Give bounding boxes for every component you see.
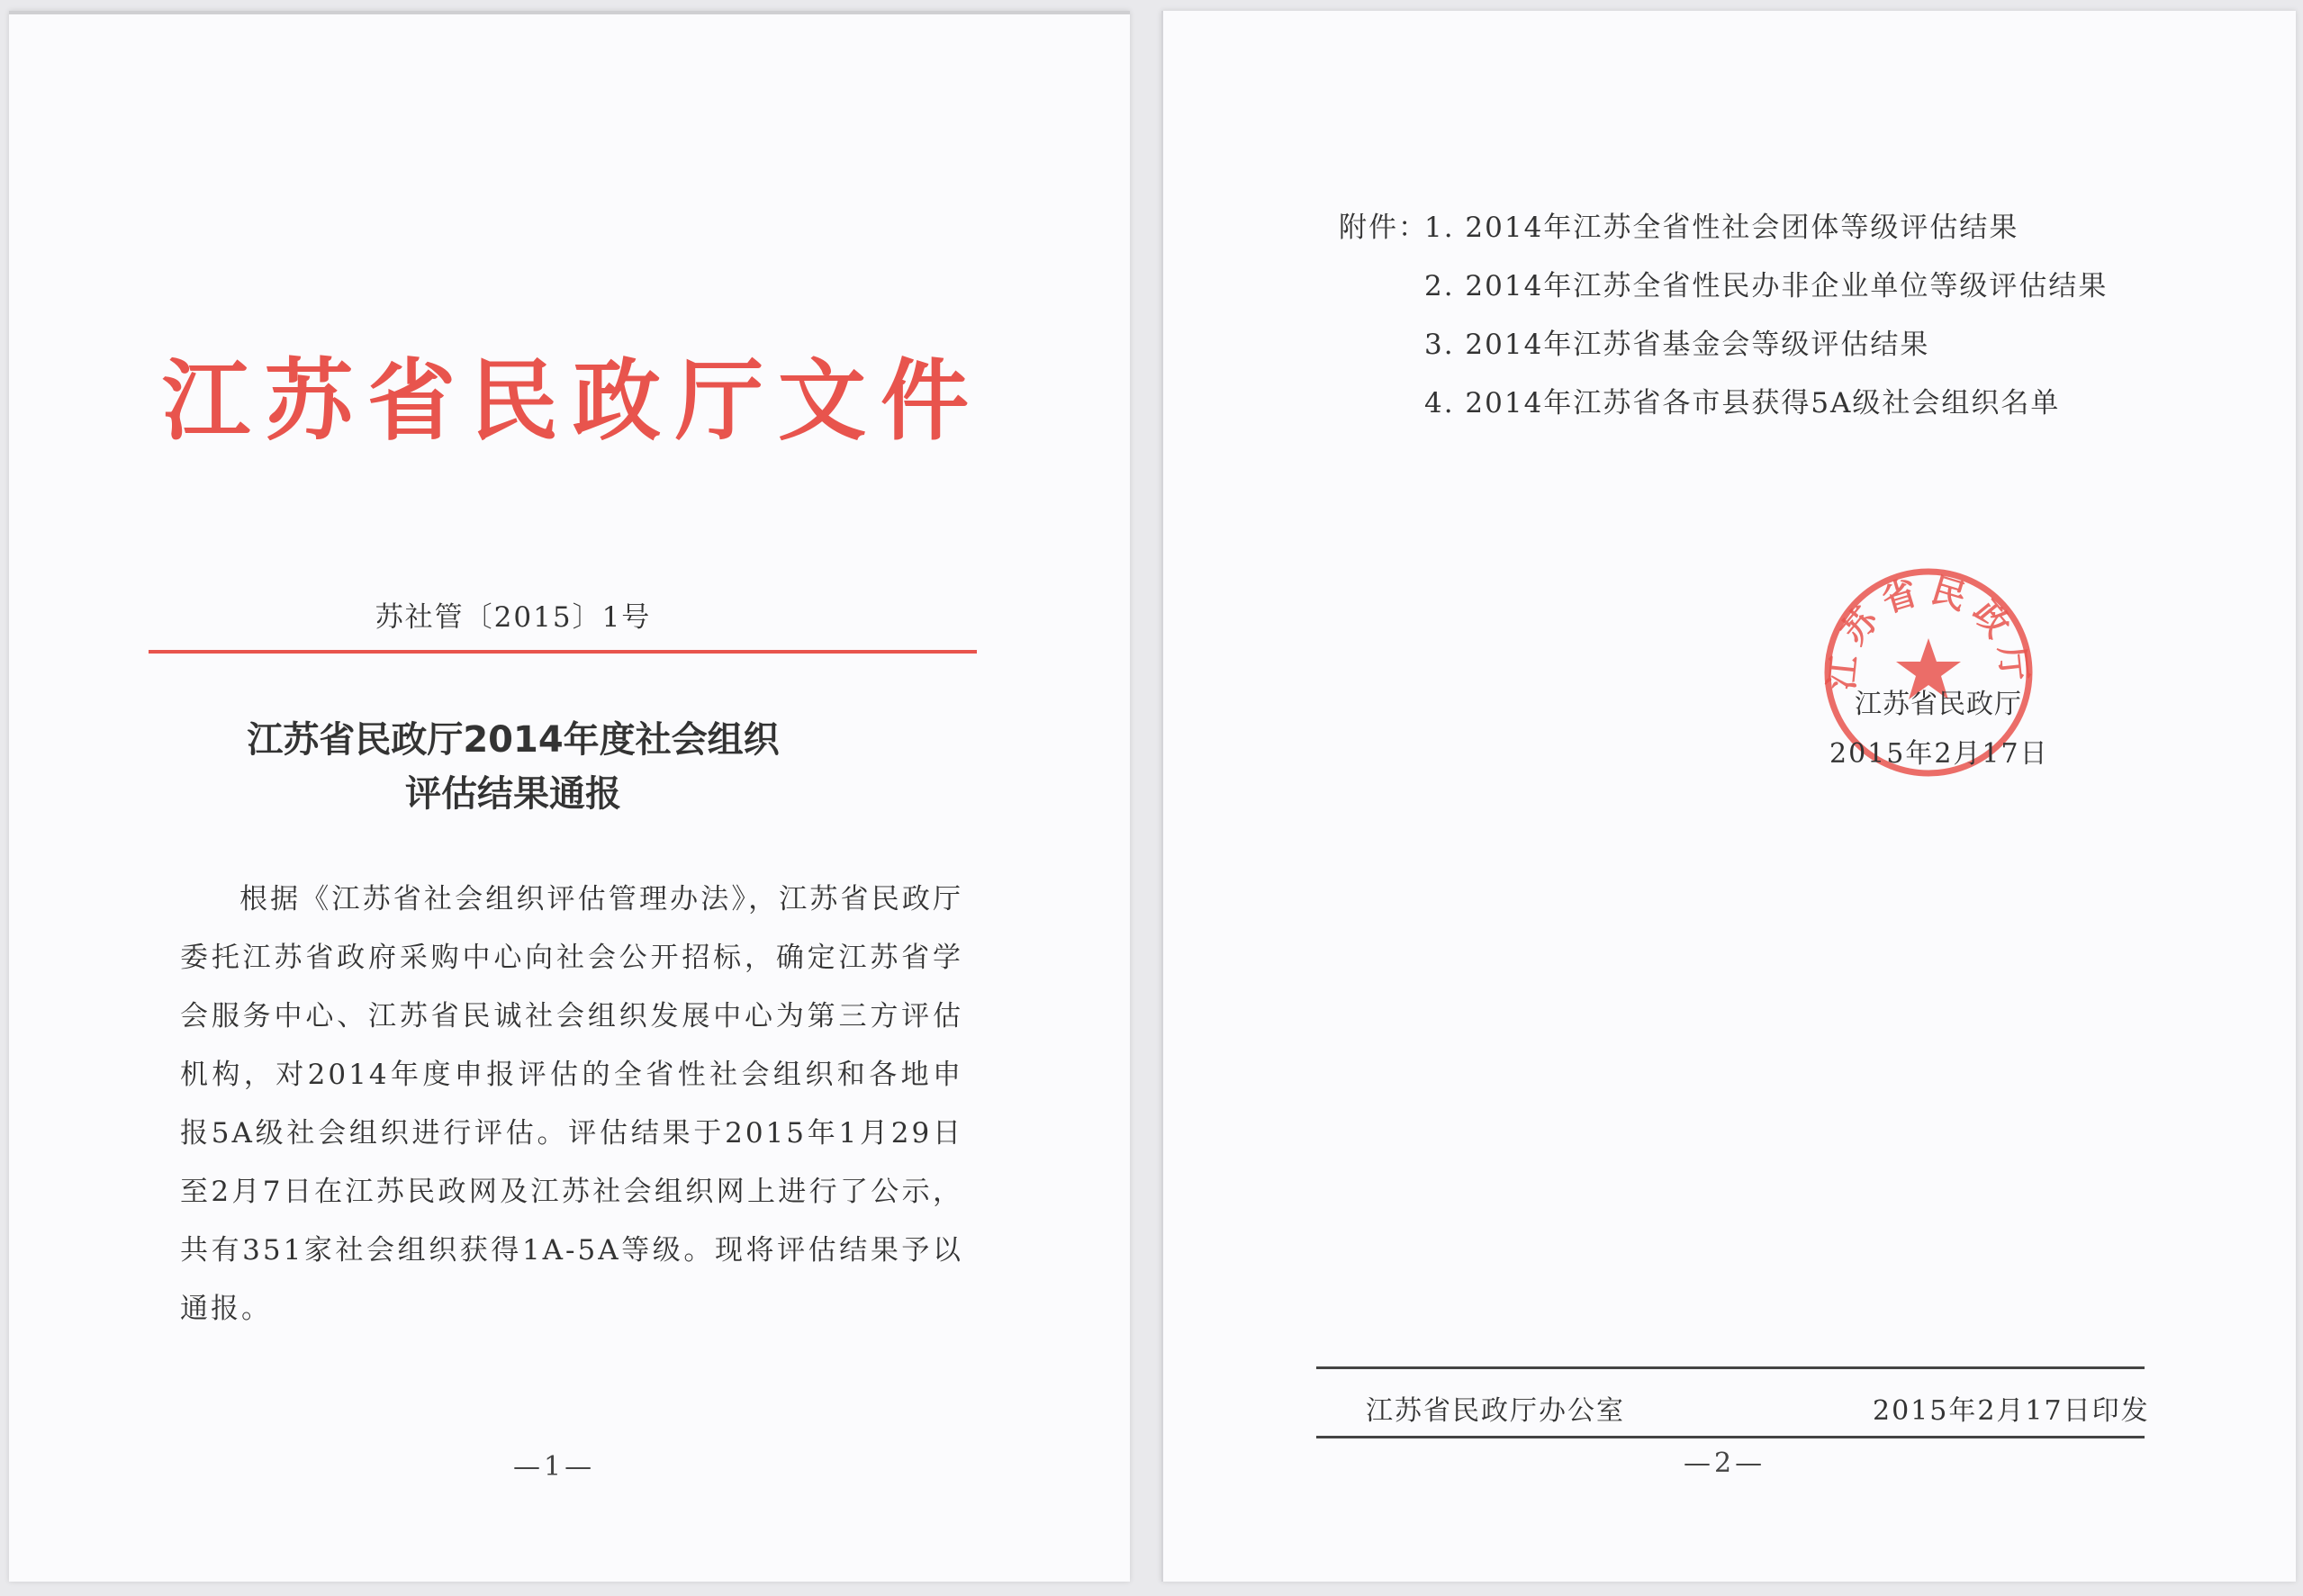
- footer-issuer: 江苏省民政厅办公室: [1366, 1395, 1625, 1427]
- page-number-2: —2—: [1684, 1447, 1766, 1479]
- attachment-item: 4. 2014年江苏省各市县获得5A级社会组织名单: [1424, 387, 2061, 419]
- body-paragraph: 根据《江苏省社会组织评估管理办法》，江苏省民政厅委托江苏省政府采购中心向社会公开招标，确定江苏省学会服务中心、江苏省民诚社会组织发展中心为第三方评估机构，对2014年度申报评估的全省性社会组织和各地申报5A级社会组织进行评估。评估结果于2015年1月29日至2月7日在江苏民政网及江苏社会组织网上进行了公示，共有351家社会组织获得1A-5A等级。现将评估结果予以通报。: [180, 883, 963, 1325]
- footer-rule-bottom: [1316, 1436, 2145, 1438]
- document-title-line-1: 江苏省民政厅2014年度社会组织: [247, 719, 780, 761]
- page-2: [1161, 11, 2296, 1582]
- attachment-item: 1. 2014年江苏全省性社会团体等级评估结果: [1424, 212, 2019, 244]
- footer-print-date: 2015年2月17日印发: [1873, 1395, 2150, 1427]
- header-red-rule: [149, 650, 977, 654]
- scan-top-edge: [9, 11, 1130, 14]
- attachment-item: 3. 2014年江苏省基金会等级评估结果: [1424, 329, 1930, 361]
- signature-date: 2015年2月17日: [1829, 738, 2049, 770]
- attachment-item: 2. 2014年江苏全省性民办非企业单位等级评估结果: [1424, 270, 2109, 302]
- attachments-label: 附件：: [1339, 212, 1428, 244]
- signature-organization: 江苏省民政厅: [1855, 689, 2022, 720]
- footer-rule-top: [1316, 1366, 2145, 1369]
- document-number: 苏社管〔2015〕1号: [375, 601, 652, 634]
- page-number-1: —1—: [513, 1451, 596, 1483]
- svg-text:江苏省民政厅: 江苏省民政厅: [1820, 569, 2037, 692]
- document-title-line-2: 评估结果通报: [405, 773, 621, 815]
- document-header: 江苏省民政厅文件: [162, 349, 984, 453]
- page-1: [9, 11, 1130, 1582]
